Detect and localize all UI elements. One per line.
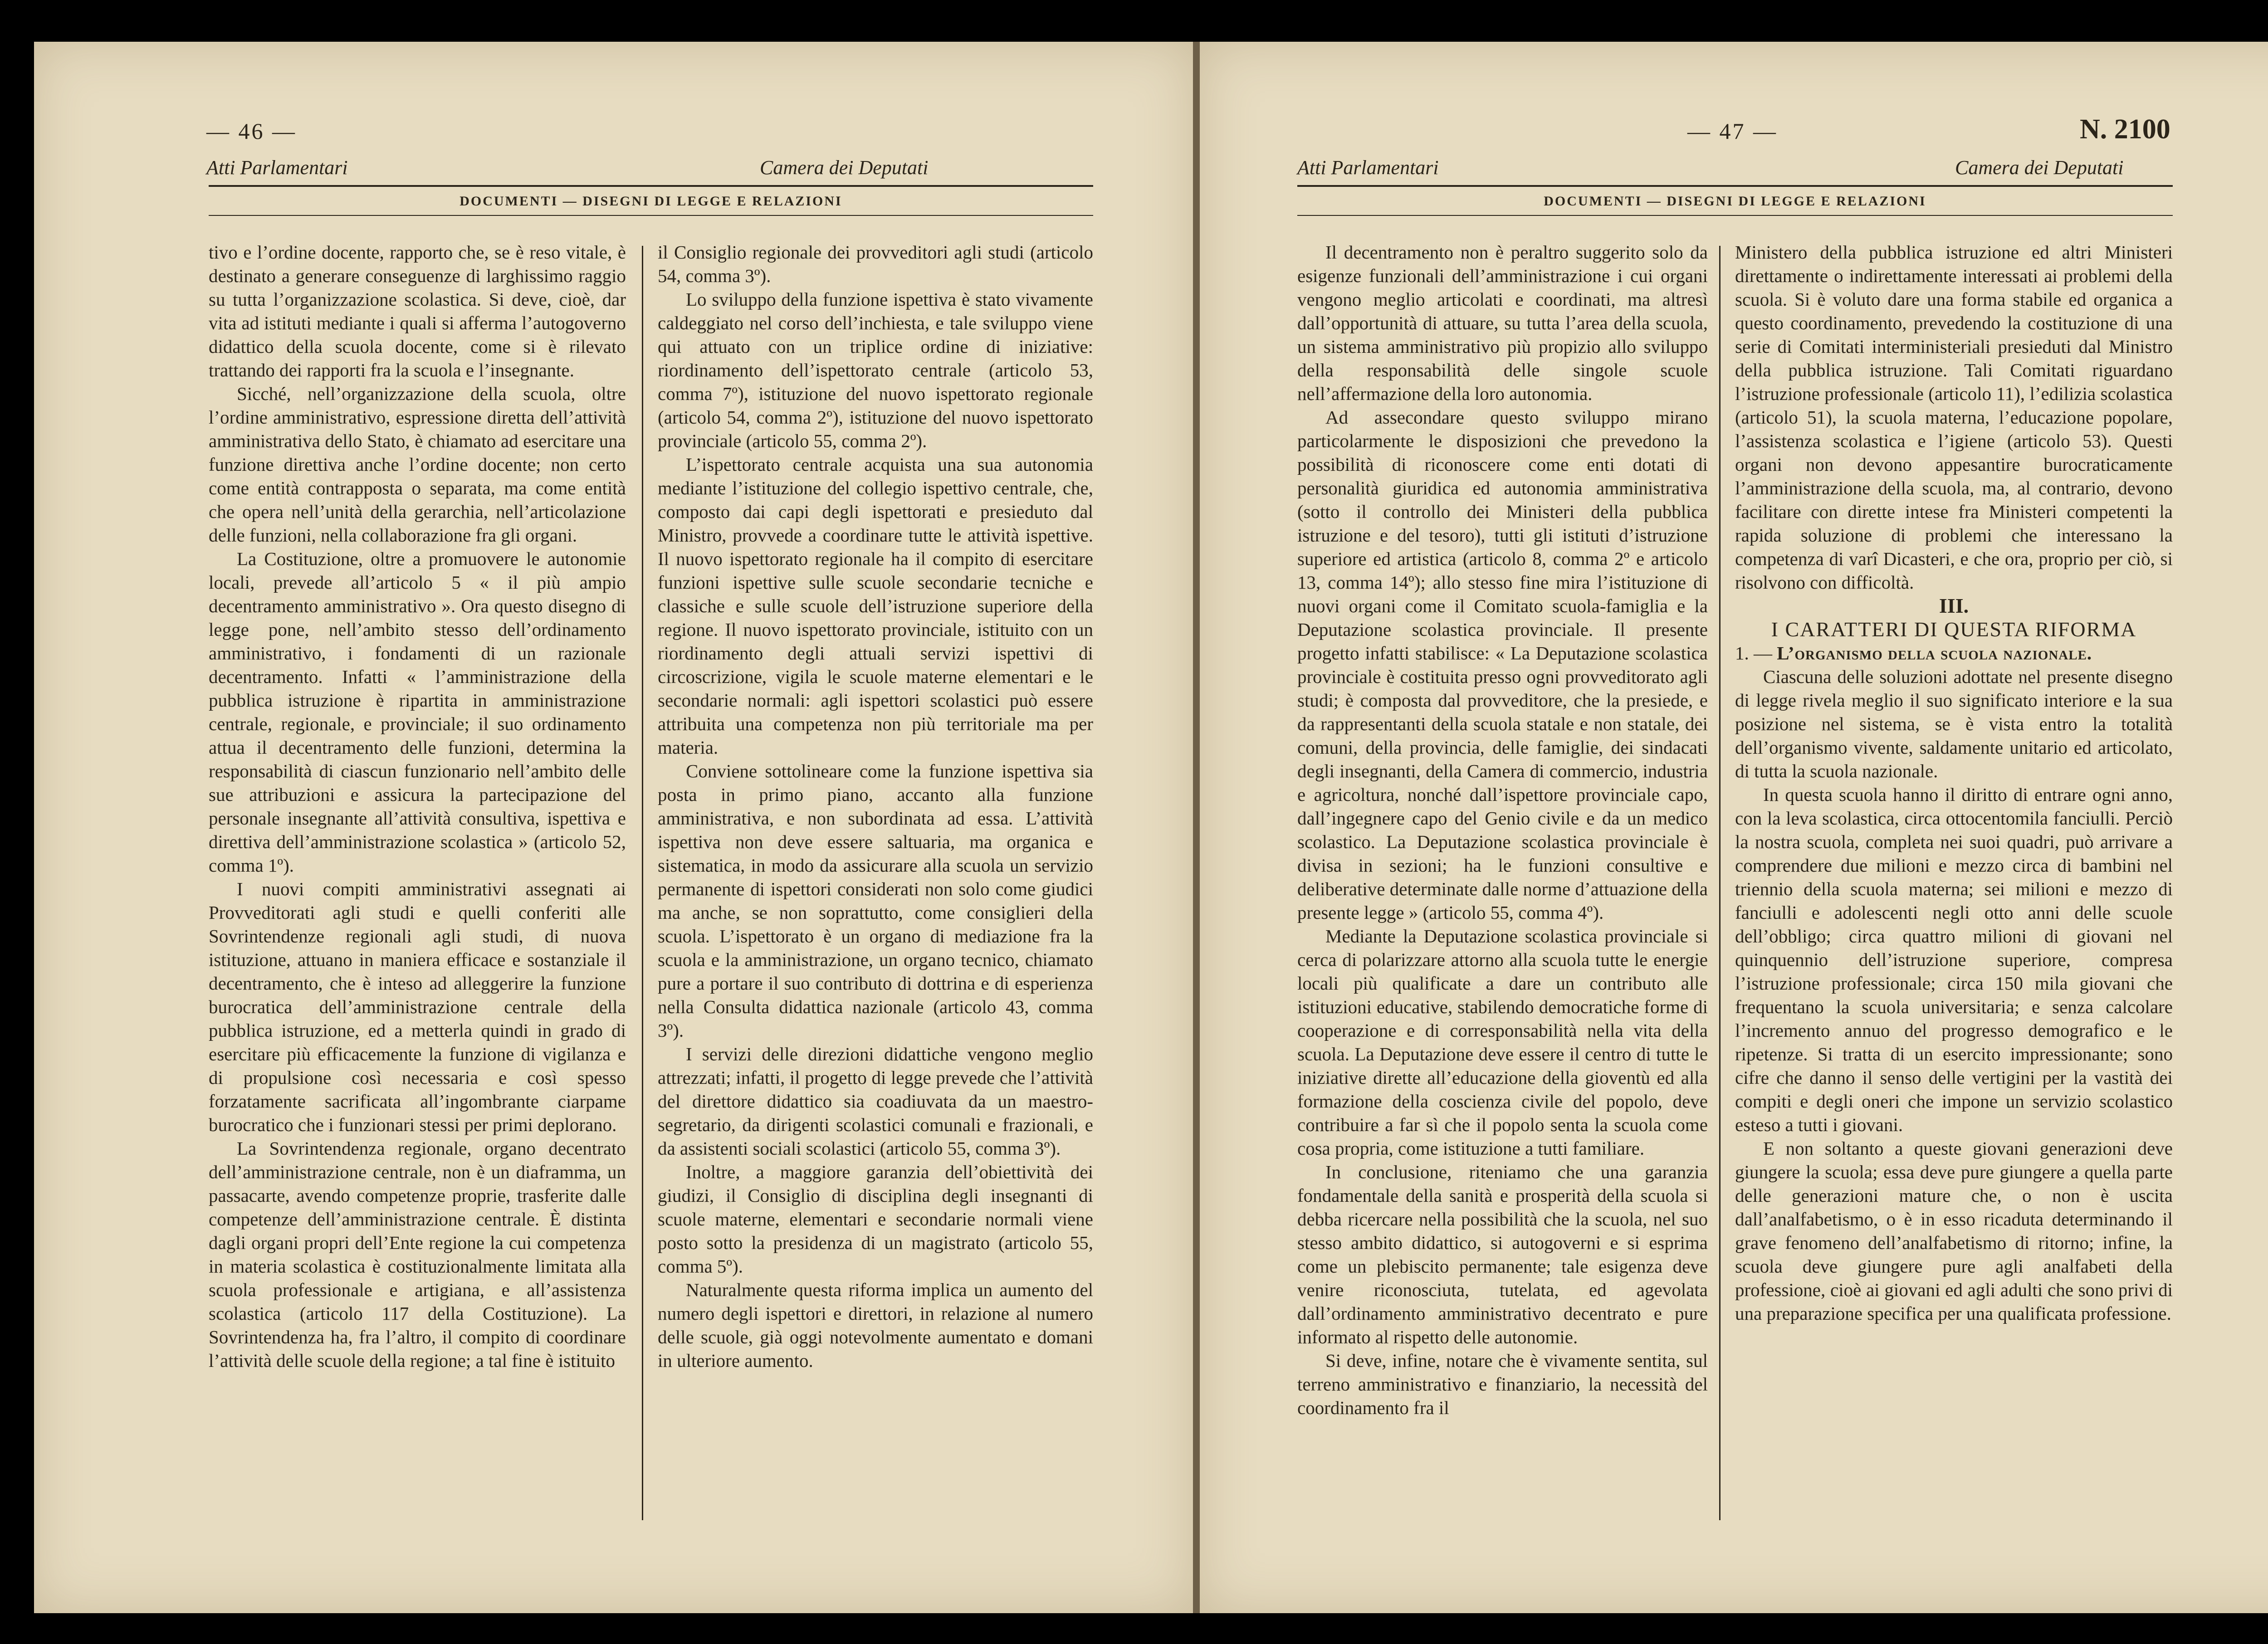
paragraph: Ciascuna delle soluzioni adottate nel presente disegno di legge rivela meglio il suo significato interiore e la sua posizione nel sistema, se è vista entro la totalità dell’organismo vivente, saldamente unitario ed articolato, di tutta la scuola nazionale. bbox=[1735, 666, 2173, 781]
subsection-heading bbox=[1735, 641, 2173, 665]
paragraph: Ministero della pubblica istruzione ed altri Ministeri direttamente o indirettamente interessati ai problemi della scuola. Si è voluto dare una forma stabile ed organica a questo coordinamento, prevedendo la costituzione di una serie di Comitati interministeriali presieduti dal Ministro della pubblica istruzione. Tali Comitati riguardano l’istruzione professionale (articolo 11), l’edilizia scolastica (articolo 51), la scuola materna, l’educazione popolare, l’assistenza scolastica e l’igiene (articolo 53). Questi organi non devono appesantire burocraticamente l’amministrazione della scuola, ma, al contrario, devono facilitare con dirette intese fra Ministeri competenti la rapida soluzione di problemi che interessano la competenza di varî Dicasteri, e che ora, proprio per ciò, si risolvono con difficoltà. bbox=[1735, 242, 2173, 593]
book-gutter bbox=[1193, 42, 1200, 1613]
left-header-rule bbox=[209, 185, 1093, 187]
paragraph: il Consiglio regionale dei provveditori agli studi (articolo 54, comma 3º). bbox=[658, 242, 1093, 286]
right-header-left: Atti Parlamentari bbox=[1297, 156, 1439, 179]
left-header-left: Atti Parlamentari bbox=[206, 156, 348, 179]
paragraph: Il decentramento non è peraltro suggerito solo da esigenze funzionali dell’amministrazione i cui organi vengono meglio articolati e coordinati, ma altresì dall’opportunità di attuare, su tutta l’area della scuola, un sistema amministrativo più propizio allo sviluppo della responsabilità delle singole scuole nell’affermazione della loro autonomia. bbox=[1297, 242, 1708, 404]
left-docline-rule bbox=[209, 215, 1093, 216]
paragraph: I servizi delle direzioni didattiche vengono meglio attrezzati; infatti, il progetto di legge prevede che l’attività del direttore didattico sia coadiuvata da un maestro-segretario, da dirigenti scolastici comunali e frazionali, e da assistenti sociali scolastici (articolo 55, comma 3º). bbox=[658, 1044, 1093, 1159]
paragraph: E non soltanto a queste giovani generazioni deve giungere la scuola; essa deve pure giungere a quella parte delle generazioni mature che, o non è uscita dall’analfabetismo, o è in esso ricaduta determinando il grave fenomeno dell’analfabetismo di ritorno; infine, la scuola deve giungere pure agli analfabeti della professione, cioè ai giovani ed agli adulti che sono privi di una preparazione specifica per una qualificata professione. bbox=[1735, 1138, 2173, 1324]
paragraph: L’ispettorato centrale acquista una sua autonomia mediante l’istituzione del collegio ispettivo centrale, che, composto dai capi degli ispettorati e presieduto dal Ministro, provvede a coordinare tutte le attività ispettive. Il nuovo ispettorato regionale ha il compito di esercitare funzioni ispettive sulle scuole secondarie tecniche e classiche e sulle scuole dell’istruzione superiore della regione. Il nuovo ispettorato provinciale, istituito con un riordinamento degli attuali servizi ispettivi di circoscrizione, vigila le scuole materne elementari e le secondarie normali: agli ispettori scolastici può essere attribuita una competenza non più territoriale ma per materia. bbox=[658, 454, 1093, 758]
left-column-1 bbox=[209, 240, 626, 1372]
paragraph: Sicché, nell’organizzazione della scuola, oltre l’ordine amministrativo, espressione diretta dell’attività amministrativa dello Stato, è chiamato ad esercitare una funzione direttiva anche l’ordine docente; non certo come entità contrapposta o separata, ma come entità che opera nell’unità della gerarchia, nell’articolazione delle funzioni, nella collaborazione fra gli organi. bbox=[209, 383, 626, 546]
paragraph: In questa scuola hanno il diritto di entrare ogni anno, con la leva scolastica, circa ottocentomila fanciulli. Perciò la nostra scuola, completa nei suoi quadri, può arrivare a comprendere due milioni e mezzo circa di bambini nel triennio della scuola materna; sei milioni e mezzo di fanciulli e adolescenti negli otto anni delle scuole dell’obbligo; circa quattro milioni di giovani nel quinquennio dell’istruzione superiore, compresa l’istruzione professionale; circa 150 mila giovani che frequentano la scuola universitaria; e senza calcolare l’incremento annuo del progresso demografico e le ripetenze. Si tratta di un esercito impressionante; sono cifre che danno il senso delle vertigini per la vastità dei compiti e degli oneri che impone un servizio scolastico esteso a tutti i giovani. bbox=[1735, 784, 2173, 1135]
paragraph: La Costituzione, oltre a promuovere le autonomie locali, prevede all’articolo 5 « il più ampio decentramento amministrativo ». Ora questo disegno di legge pone, nell’ambito stesso dell’ordinamento amministrativo, i fondamenti di un razionale decentramento. Infatti « l’amministrazione della pubblica istruzione è ripartita in amministrazione centrale, regionale, e provinciale; il suo ordinamento attua il decentramento delle funzioni, determina la responsabilità di ciascun funzionario nell’ambito delle sue attribuzioni e assicura la partecipazione del personale insegnante all’attività consultiva, ispettiva e direttiva dell’amministrazione scolastica » (articolo 52, comma 1º). bbox=[209, 548, 626, 876]
document-number: N. 2100 bbox=[2080, 114, 2170, 145]
right-header-rule bbox=[1297, 185, 2173, 187]
paragraph: La Sovrintendenza regionale, organo decentrato dell’amministrazione centrale, non è un diaframma, un passacarte, avendo competenze proprie, trasferite dalle competenze dell’amministrazione centrale. È distinta dagli organi propri dell’Ente regione la cui competenza in materia scolastica è costituzionalmente limitata alla scuola professionale e artigiana, e all’assistenza scolastica (articolo 117 della Costituzione). La Sovrintendenza ha, fra l’altro, il compito di coordinare l’attività delle scuole della regione; a tal fine è istituito bbox=[209, 1138, 626, 1371]
section-number: III. bbox=[1939, 594, 1969, 617]
left-header-right: Camera dei Deputati bbox=[760, 156, 929, 179]
left-column-2 bbox=[658, 240, 1093, 1372]
column-divider bbox=[642, 246, 643, 1520]
right-page-number: — 47 — bbox=[1687, 118, 1778, 144]
subsection-number: 1. — bbox=[1735, 643, 1772, 663]
left-docline: DOCUMENTI — DISEGNI DI LEGGE E RELAZIONI bbox=[459, 194, 842, 209]
right-column-1 bbox=[1297, 240, 1708, 1420]
left-page-number: — 46 — bbox=[206, 118, 297, 144]
paragraph: Naturalmente questa riforma implica un aumento del numero degli ispettori e direttori, in relazione al numero delle scuole, già oggi notevolmente aumentato e domani in ulteriore aumento. bbox=[658, 1279, 1093, 1371]
right-header-right: Camera dei Deputati bbox=[1955, 156, 2124, 179]
paragraph: Mediante la Deputazione scolastica provinciale si cerca di polarizzare attorno alla scuola tutte le energie locali più qualificate a dare un contributo alle istituzioni educative, stabilendo democratiche forme di cooperazione e di corresponsabilità nella vita della scuola. La Deputazione deve essere il centro di tutte le iniziative dirette all’educazione della gioventù ed alla formazione della coscienza civile del popolo, deve contribuire a far sì che il popolo senta la scuola come cosa propria, come istituzione a tutti familiare. bbox=[1297, 926, 1708, 1159]
paragraph: In conclusione, riteniamo che una garanzia fondamentale della sanità e prosperità della scuola si debba ricercare nella possibilità che la scuola, nel suo stesso ambito didattico, si autogoverni e si esprima come un plebiscito permanente; tale esigenza deve venire riconosciuta, tutelata, ed agevolata dall’ordinamento amministrativo decentrato e pure informato al rispetto delle autonomie. bbox=[1297, 1161, 1708, 1347]
paragraph: Inoltre, a maggiore garanzia dell’obiettività dei giudizi, il Consiglio di disciplina degli insegnanti di scuole materne, elementari e secondarie normali viene posto sotto la presidenza di un magistrato (articolo 55, comma 5º). bbox=[658, 1161, 1093, 1277]
paragraph: I nuovi compiti amministrativi assegnati ai Provveditorati agli studi e quelli conferiti alle Sovrintendenze regionali agli studi, di nuova istituzione, attuano in maniera efficace e sostanziale il decentramento, che è inteso ad alleggerire la funzione burocratica dell’amministrazione centrale della pubblica istruzione, ed a metterla quindi in grado di esercitare più efficacemente la funzione di vigilanza e di propulsione così necessaria e così spesso forzatamente sacrificata all’ingombrante ciarpame burocratico che i funzionari stessi per primi deplorano. bbox=[209, 878, 626, 1135]
right-docline: DOCUMENTI — DISEGNI DI LEGGE E RELAZIONI bbox=[1544, 194, 1926, 209]
right-docline-rule bbox=[1297, 215, 2173, 216]
paragraph: Lo sviluppo della funzione ispettiva è stato vivamente caldeggiato nel corso dell’inchiesta, e tale sviluppo viene qui attuato con un triplice ordine di iniziative: riordinamento dell’ispettorato centrale (articolo 53, comma 7º), istituzione del nuovo ispettorato regionale (articolo 54, comma 2º), istituzione del nuovo ispettorato provinciale (articolo 55, comma 2º). bbox=[658, 289, 1093, 451]
right-page bbox=[1200, 42, 2268, 1613]
section-title: I CARATTERI DI QUESTA RIFORMA bbox=[1771, 618, 2137, 641]
subsection-title: L’organismo della scuola nazionale. bbox=[1777, 643, 2092, 663]
paragraph: Si deve, infine, notare che è vivamente sentita, sul terreno amministrativo e finanziario, la necessità del coordinamento fra il bbox=[1297, 1350, 1708, 1418]
column-divider bbox=[1719, 246, 1721, 1520]
right-column-2 bbox=[1735, 240, 2173, 1325]
paragraph: Ad assecondare questo sviluppo mirano particolarmente le disposizioni che prevedono la possibilità di riconoscere come enti dotati di personalità giuridica ed autonomia amministrativa (sotto il controllo dei Ministeri della pubblica istruzione e del tesoro), tutti gli istituti d’istruzione superiore ed artistica (articolo 8, comma 2º e articolo 13, comma 14º); allo stesso fine mira l’istituzione di nuovi organi come il Comitato scuola-famiglia e la Deputazione scolastica provinciale. Il presente progetto infatti stabilisce: « La Deputazione scolastica provinciale è costituita presso ogni provveditorato agli studi; è composta dal provveditore, che la presiede, e da rappresentanti della scuola statale e non statale, dei comuni, della provincia, delle famiglie, dei sindacati degli insegnanti, della Camera di commercio, industria e agricoltura, nonché dall’ispettore provinciale capo, dall’ingegnere capo del Genio civile e da un medico scolastico. La Deputazione scolastica provinciale è divisa in sezioni; ha le funzioni consultive e deliberative determinate dalle norme d’attuazione della presente legge » (articolo 55, comma 4º). bbox=[1297, 407, 1708, 923]
paragraph: Conviene sottolineare come la funzione ispettiva sia posta in primo piano, accanto alla funzione amministrativa, e non subordinata ad essa. L’attività ispettiva non deve essere saltuaria, ma organica e sistematica, in modo da assicurare alla scuola un servizio permanente di ispettori considerati non solo come giudici ma anche, se non soprattutto, come consiglieri della scuola. L’ispettorato è un organo di mediazione fra la scuola e la amministrazione, un organo tecnico, chiamato pure a portare il suo contributo di dottrina e di esperienza nella Consulta didattica nazionale (articolo 43, comma 3º). bbox=[658, 761, 1093, 1041]
paragraph: tivo e l’ordine docente, rapporto che, se è reso vitale, è destinato a generare conseguenze di larghissimo raggio su tutta l’organizzazione scolastica. Si deve, cioè, dar vita ad istituti mediante i quali si afferma l’autogoverno didattico della scuola docente, come si è rilevato trattando dei rapporti fra la scuola e l’insegnante. bbox=[209, 242, 626, 381]
left-page bbox=[34, 42, 1193, 1613]
